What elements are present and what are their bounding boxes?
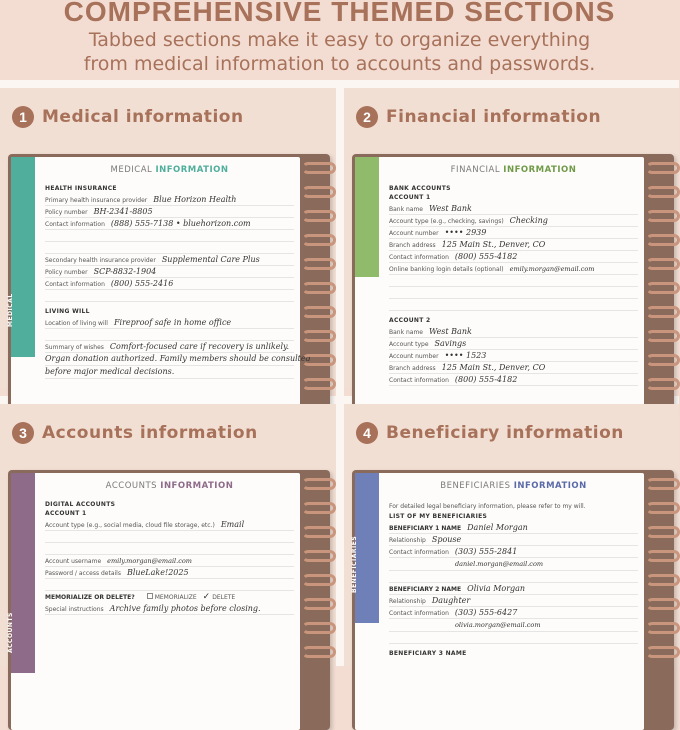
memorialize-row	[45, 591, 294, 603]
field-value: Comfort-focused care if recovery is unlikely.	[109, 342, 290, 351]
field-row	[389, 227, 638, 239]
panel-title	[356, 422, 624, 444]
planner-page	[351, 473, 644, 730]
section-title: BENEFICIARY 3 NAME	[389, 650, 467, 657]
panel-name: Beneficiary information	[386, 423, 624, 443]
check-icon[interactable]: ✓	[202, 592, 211, 602]
heading-light: ACCOUNTS	[105, 481, 161, 491]
field-value: (303) 555-6427	[454, 608, 518, 617]
field-row	[45, 519, 294, 531]
field-value: Spouse	[431, 535, 462, 544]
blank-line	[45, 242, 294, 254]
field-label: Bank name	[389, 206, 423, 213]
field-row	[389, 251, 638, 263]
field-label: Branch address	[389, 365, 436, 372]
heading-light: BENEFICIARIES	[440, 481, 514, 491]
field-value: Daughter	[431, 596, 471, 605]
panel-medical	[0, 88, 336, 388]
field-value: Archive family photos before closing.	[109, 604, 261, 613]
planner-book	[8, 154, 330, 414]
field-row	[45, 206, 294, 218]
field-label: Primary health insurance provider	[45, 197, 148, 204]
planner-page	[7, 157, 311, 414]
field-row	[389, 215, 638, 227]
heading-light: FINANCIAL	[450, 165, 504, 175]
panel-name: Accounts information	[42, 423, 258, 443]
field-label: Account number	[389, 353, 439, 360]
field-label: Summary of wishes	[45, 344, 104, 351]
section-title: MEMORIALIZE OR DELETE?	[45, 594, 135, 601]
field-label: Policy number	[45, 209, 88, 216]
field-label: Contact information	[389, 610, 449, 617]
field-label: Account number	[389, 230, 439, 237]
spiral-binding	[302, 154, 336, 414]
field-label: Account username	[45, 558, 102, 565]
field-value: emily.morgan@email.com	[509, 265, 595, 273]
field-row	[389, 350, 638, 362]
blank-line	[45, 230, 294, 242]
number-badge: 1	[12, 106, 34, 128]
field-row	[389, 203, 638, 215]
panel-title	[12, 422, 258, 444]
field-row	[45, 254, 294, 266]
panel-name: Financial information	[386, 107, 602, 127]
field-label: Contact information	[389, 254, 449, 261]
spiral-binding	[646, 154, 680, 414]
field-value: (800) 555-4182	[454, 375, 518, 384]
handwritten-line: olivia.morgan@email.com	[389, 619, 638, 632]
blank-line	[389, 571, 638, 583]
field-label: Contact information	[45, 221, 105, 228]
field-label: Relationship	[389, 537, 426, 544]
field-label: Account type (e.g., checking, savings)	[389, 218, 504, 225]
field-row	[389, 326, 638, 338]
heading-bold: INFORMATION	[503, 165, 577, 175]
handwritten-line: before major medical decisions.	[45, 366, 294, 379]
planner-book	[352, 470, 674, 730]
heading-light: MEDICAL	[110, 165, 156, 175]
sub-title: ACCOUNT 1	[45, 510, 87, 517]
panel-title	[12, 106, 244, 128]
field-row	[389, 534, 638, 546]
field-row	[45, 567, 294, 579]
field-label: Special instructions	[45, 606, 104, 613]
page-content	[45, 165, 311, 414]
heading-bold: INFORMATION	[160, 481, 234, 491]
field-value: (800) 555-4182	[454, 252, 518, 261]
heading-bold: INFORMATION	[155, 165, 229, 175]
blank-line	[389, 275, 638, 287]
number-badge: 2	[356, 106, 378, 128]
panel-title	[356, 106, 601, 128]
field-label: Secondary health insurance provider	[45, 257, 156, 264]
spiral-binding	[302, 470, 336, 730]
planner-book	[8, 470, 330, 730]
section-title: HEALTH INSURANCE	[45, 185, 117, 192]
subtitle-line-1: Tabbed sections make it easy to organize everything	[88, 29, 591, 51]
spiral-binding	[646, 470, 680, 730]
field-row	[45, 317, 294, 329]
page-heading	[45, 481, 294, 491]
memorialize-label: MEMORIALIZE	[154, 594, 197, 601]
delete-label: DELETE	[212, 594, 236, 601]
panel-beneficiary	[344, 404, 679, 666]
field-value: 125 Main St., Denver, CO	[441, 363, 546, 372]
field-label: Location of living will	[45, 320, 108, 327]
field-label: BENEFICIARY 1 NAME	[389, 525, 462, 532]
section-title: LIST OF MY BENEFICIARIES	[389, 513, 488, 520]
page-title: COMPREHENSIVE THEMED SECTIONS	[63, 0, 616, 27]
field-label: Account type	[389, 341, 429, 348]
blank-line	[45, 543, 294, 555]
tab-label: MEDICAL	[7, 293, 14, 327]
field-row	[45, 341, 294, 353]
field-label: Relationship	[389, 598, 426, 605]
field-row	[389, 374, 638, 386]
number-badge: 3	[12, 422, 34, 444]
field-label: Contact information	[389, 377, 449, 384]
memorialize-checkbox[interactable]	[147, 593, 153, 599]
field-row	[45, 603, 294, 615]
heading-bold: INFORMATION	[513, 481, 587, 491]
subtitle-line-2: from medical information to accounts and passwords.	[83, 53, 596, 75]
field-value: BH-2341-8805	[93, 207, 153, 216]
field-row	[45, 218, 294, 230]
divider	[336, 80, 344, 666]
planner-book	[352, 154, 674, 414]
blank-line	[45, 290, 294, 302]
field-row	[45, 194, 294, 206]
tab-label: ACCOUNTS	[7, 612, 14, 653]
section-tab	[351, 473, 379, 623]
field-label: Policy number	[45, 269, 88, 276]
field-row	[45, 266, 294, 278]
field-label: Contact information	[45, 281, 105, 288]
field-value: Fireproof safe in home office	[113, 318, 232, 327]
field-value: emily.morgan@email.com	[107, 557, 192, 565]
handwritten-line: daniel.morgan@email.com	[389, 558, 638, 571]
field-row	[45, 278, 294, 290]
intro-note: For detailed legal beneficiary information, please refer to my will.	[389, 503, 586, 510]
field-value: West Bank	[429, 327, 472, 336]
field-value: Email	[220, 520, 245, 529]
blank-line	[389, 632, 638, 644]
section-tab	[7, 157, 35, 357]
field-value: Supplemental Care Plus	[161, 255, 260, 264]
field-row	[389, 263, 638, 275]
field-row	[389, 607, 638, 619]
panel-financial	[344, 88, 679, 388]
blank-line	[45, 531, 294, 543]
field-label: Branch address	[389, 242, 436, 249]
section-tab	[7, 473, 35, 673]
handwritten-line: Organ donation authorized. Family members should be consulted	[45, 353, 294, 366]
field-value: Savings	[434, 339, 467, 348]
planner-page	[7, 473, 300, 730]
header	[0, 0, 679, 80]
tab-label: BENEFICIARIES	[351, 535, 358, 593]
page-heading	[389, 165, 638, 175]
field-label: Online banking login details (optional)	[389, 266, 504, 273]
page-heading	[389, 481, 638, 491]
field-value: West Bank	[429, 204, 472, 213]
panel-name: Medical information	[42, 107, 244, 127]
blank-line	[45, 329, 294, 341]
section-title: LIVING WILL	[45, 308, 90, 315]
page-heading	[45, 165, 294, 175]
field-label: Account type (e.g., social media, cloud file storage, etc.)	[45, 522, 215, 529]
section-tab	[355, 157, 379, 277]
section-title: BANK ACCOUNTS	[389, 185, 451, 192]
field-value: (800) 555-2416	[110, 279, 174, 288]
field-row	[389, 362, 638, 374]
field-value: •••• 2939	[444, 228, 487, 237]
field-label: Bank name	[389, 329, 423, 336]
field-value: 125 Main St., Denver, CO	[441, 240, 546, 249]
field-value: BlueLake!2025	[126, 568, 189, 577]
field-value: SCP-8832-1904	[93, 267, 157, 276]
field-label: Contact information	[389, 549, 449, 556]
field-row	[45, 555, 294, 567]
field-label: BENEFICIARY 2 NAME	[389, 586, 462, 593]
field-row	[389, 595, 638, 607]
field-value: Checking	[509, 216, 548, 225]
number-badge: 4	[356, 422, 378, 444]
sub-title: ACCOUNT 2	[389, 317, 431, 324]
field-value: Blue Horizon Health	[153, 195, 237, 204]
field-row	[389, 239, 638, 251]
field-row	[389, 583, 638, 595]
field-label: Password / access details	[45, 570, 121, 577]
page-content	[45, 481, 294, 730]
field-value: •••• 1523	[444, 351, 487, 360]
field-row	[389, 546, 638, 558]
page-content	[389, 481, 638, 730]
field-value: Daniel Morgan	[467, 523, 528, 532]
sub-title: ACCOUNT 1	[389, 194, 431, 201]
field-row	[389, 338, 638, 350]
blank-line	[389, 287, 638, 299]
field-row	[389, 522, 638, 534]
blank-line	[389, 299, 638, 311]
field-value: (303) 555-2841	[454, 547, 518, 556]
field-value: (888) 555-7138 • bluehorizon.com	[110, 219, 251, 228]
panel-accounts	[0, 404, 336, 666]
field-value: Olivia Morgan	[467, 584, 526, 593]
planner-page	[355, 157, 644, 414]
blank-line	[45, 579, 294, 591]
page-content	[389, 165, 638, 414]
section-title: DIGITAL ACCOUNTS	[45, 501, 116, 508]
